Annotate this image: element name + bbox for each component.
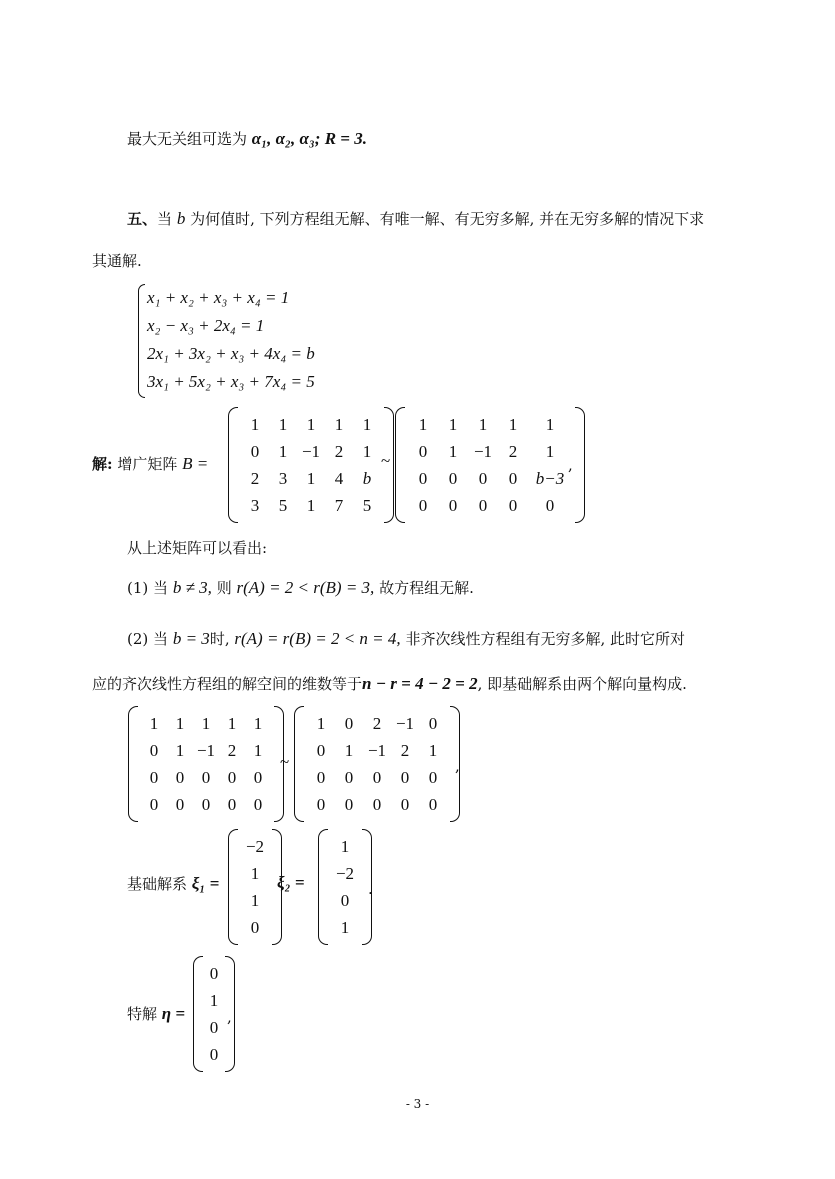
matrix-entry: 1: [448, 442, 458, 461]
matrix-entry: 1: [418, 415, 428, 434]
matrix-entry: 2: [400, 741, 410, 760]
basis-label: 基础解系: [127, 875, 188, 893]
matrix-entry: 0: [418, 469, 428, 488]
matrix-entry: 0: [428, 714, 438, 733]
matrix-grid: [138, 706, 274, 822]
matrix-entry: 0: [149, 768, 159, 787]
matrix-entry: 1: [306, 496, 316, 515]
matrix-entry: 0: [478, 469, 488, 488]
matrix-entry: 0: [209, 1045, 219, 1064]
matrix-entry: 0: [344, 768, 354, 787]
matrix-entry: 0: [250, 918, 260, 937]
independent-set-text: 最大无关组可选为: [127, 130, 248, 148]
period: .: [368, 880, 373, 898]
matrix-entry: 0: [253, 768, 263, 787]
problem-statement: 五、当 b 为何值时, 下列方程组无解、有唯一解、有无穷多解, 并在无穷多解的情况下求: [127, 209, 705, 228]
xi1-symbol: ξ₁ =: [191, 874, 220, 893]
row-equivalence-symbol-2: ~: [280, 752, 290, 771]
case-2-text-a: 当: [153, 630, 169, 648]
system-brace: [138, 284, 145, 398]
case-2: [127, 628, 685, 649]
matrix-entry: 0: [428, 768, 438, 787]
matrix-grid: [328, 829, 362, 945]
vector-xi2: [318, 829, 372, 945]
matrix-entry: 0: [316, 795, 326, 814]
solution-text: 增广矩阵: [117, 455, 178, 473]
matrix-entry: b: [362, 469, 372, 488]
case-2-text-c: 非齐次线性方程组有无穷多解, 此时它所对: [405, 630, 685, 648]
matrix-entry: 5: [362, 496, 372, 515]
equation-2: x₂ − x₃ + 2x₄ = 1: [147, 316, 265, 335]
equation-1: x₁ + x₂ + x₃ + x₄ = 1: [147, 288, 290, 307]
matrix-entry: 0: [316, 741, 326, 760]
matrix-entry: 0: [209, 1018, 219, 1037]
matrix-coefficients: [128, 706, 284, 822]
matrix-entry: 4: [334, 469, 344, 488]
matrix-entry: 1: [545, 442, 555, 461]
observe-text: 从上述矩阵可以看出:: [127, 539, 268, 557]
matrix-grid: [304, 706, 450, 822]
particular-label: 特解: [127, 1005, 158, 1023]
case-2-rank: r(A) = r(B) = 2 < n = 4,: [234, 629, 401, 648]
comma-2: ,: [455, 757, 460, 775]
matrix-entry: 1: [306, 469, 316, 488]
matrix-entry: −1: [301, 442, 321, 461]
matrix-entry: 1: [340, 918, 350, 937]
matrix-entry: 0: [448, 496, 458, 515]
case-2-text-b: 时,: [209, 630, 230, 648]
equation-4: 3x₁ + 5x₂ + x₃ + 7x₄ = 5: [147, 372, 315, 391]
matrix-entry: 2: [508, 442, 518, 461]
matrix-entry: 0: [250, 442, 260, 461]
matrix-entry: 3: [250, 496, 260, 515]
matrix-entry: 1: [250, 415, 260, 434]
matrix-entry: 2: [372, 714, 382, 733]
matrix-entry: 0: [201, 768, 211, 787]
matrix-entry: 1: [253, 714, 263, 733]
matrix-entry: 0: [418, 442, 428, 461]
left-paren: [228, 829, 238, 945]
matrix-entry: 1: [278, 442, 288, 461]
matrix-entry: 1: [175, 741, 185, 760]
matrix-entry: 0: [253, 795, 263, 814]
matrix-B-reduced: [395, 407, 585, 523]
case-1-num: (1): [127, 579, 149, 597]
equation-3: 2x₁ + 3x₂ + x₃ + 4x₄ = b: [147, 344, 315, 363]
matrix-entry: 1: [428, 741, 438, 760]
case-1-rank: r(A) = 2 < r(B) = 3,: [236, 578, 375, 597]
matrix-entry: 0: [201, 795, 211, 814]
matrix-entry: 0: [209, 964, 219, 983]
matrix-entry: 1: [508, 415, 518, 434]
solution-label: 解:: [92, 455, 113, 473]
matrix-entry: 1: [250, 891, 260, 910]
matrix-entry: 0: [545, 496, 555, 515]
matrix-entry: 0: [227, 795, 237, 814]
matrix-entry: 1: [334, 415, 344, 434]
matrix-entry: 0: [340, 891, 350, 910]
vector-xi1: [228, 829, 282, 945]
matrix-entry: 1: [201, 714, 211, 733]
matrix-entry: −2: [245, 837, 265, 856]
case-1-text-b: 则: [216, 579, 232, 597]
matrix-entry: 1: [306, 415, 316, 434]
right-paren: [575, 407, 585, 523]
case-2-cont-math: n − r = 4 − 2 = 2: [362, 674, 478, 693]
solution-line: [92, 453, 208, 474]
page-number: - 3 -: [405, 1097, 430, 1111]
problem-text-c: 其通解.: [92, 252, 142, 270]
matrix-grid: [405, 407, 575, 523]
matrix-entry: 0: [508, 469, 518, 488]
left-paren: [294, 706, 304, 822]
equation-system: [147, 284, 315, 396]
matrix-entry: 7: [334, 496, 344, 515]
matrix-entry: 0: [149, 741, 159, 760]
case-2-cont-text-b: , 即基础解系由两个解向量构成.: [477, 675, 687, 693]
xi2-symbol: ξ₂ =: [277, 873, 305, 892]
independent-set-math: α₁, α₂, α₃; R = 3.: [251, 129, 367, 148]
matrix-entry: 0: [175, 768, 185, 787]
comma: ,: [568, 456, 573, 474]
row-equivalence-symbol: ~: [381, 451, 391, 470]
problem-label: 五、: [127, 210, 158, 228]
matrix-entry: 0: [478, 496, 488, 515]
matrix-entry: 0: [400, 795, 410, 814]
matrix-entry: −1: [473, 442, 493, 461]
matrix-entry: 1: [362, 415, 372, 434]
matrix-entry: 0: [372, 795, 382, 814]
case-2-cond: b = 3: [172, 629, 210, 648]
matrix-entry: 5: [278, 496, 288, 515]
matrix-B-symbol: B =: [182, 454, 209, 473]
particular-label-line: [127, 1003, 185, 1024]
matrix-entry: 1: [448, 415, 458, 434]
matrix-entry: 1: [278, 415, 288, 434]
matrix-entry: 0: [316, 768, 326, 787]
matrix-entry: 0: [400, 768, 410, 787]
matrix-entry: 0: [428, 795, 438, 814]
matrix-entry: 1: [253, 741, 263, 760]
matrix-entry: 1: [340, 837, 350, 856]
matrix-entry: −1: [367, 741, 387, 760]
problem-text-b: 为何值时, 下列方程组无解、有唯一解、有无穷多解, 并在无穷多解的情况下求: [190, 210, 705, 228]
eta-symbol: η =: [161, 1004, 186, 1023]
matrix-entry: 1: [344, 741, 354, 760]
matrix-entry: b−3: [535, 469, 565, 488]
matrix-entry: 1: [175, 714, 185, 733]
matrix-entry: 1: [545, 415, 555, 434]
left-paren: [128, 706, 138, 822]
matrix-entry: 0: [418, 496, 428, 515]
matrix-entry: 1: [316, 714, 326, 733]
case-1: [127, 577, 474, 598]
matrix-entry: 3: [278, 469, 288, 488]
basis-label-line: [127, 873, 219, 894]
matrix-entry: 0: [344, 714, 354, 733]
case-1-cond: b ≠ 3,: [172, 578, 212, 597]
matrix-entry: −2: [335, 864, 355, 883]
matrix-coefficients-reduced: [294, 706, 460, 822]
matrix-entry: 1: [227, 714, 237, 733]
matrix-entry: 1: [209, 991, 219, 1010]
left-paren: [318, 829, 328, 945]
case-2-cont-text-a: 应的齐次线性方程组的解空间的维数等于: [92, 675, 363, 693]
matrix-entry: 1: [250, 864, 260, 883]
matrix-entry: 0: [227, 768, 237, 787]
matrix-entry: 0: [448, 469, 458, 488]
matrix-entry: 0: [344, 795, 354, 814]
matrix-entry: 1: [149, 714, 159, 733]
matrix-entry: 0: [372, 768, 382, 787]
matrix-entry: 2: [250, 469, 260, 488]
matrix-entry: 0: [175, 795, 185, 814]
problem-text-a: 当: [157, 210, 173, 228]
matrix-entry: 1: [478, 415, 488, 434]
matrix-entry: −1: [395, 714, 415, 733]
matrix-grid: [238, 829, 272, 945]
comma-3: ,: [227, 1008, 232, 1026]
case-1-text-a: 当: [153, 579, 169, 597]
matrix-entry: 1: [362, 442, 372, 461]
case-2-num: (2): [127, 630, 149, 648]
matrix-entry: −1: [196, 741, 216, 760]
matrix-grid: [238, 407, 384, 523]
matrix-grid: [203, 956, 225, 1072]
left-paren: [193, 956, 203, 1072]
independent-set-line: [127, 128, 367, 149]
case-2-continued: [92, 673, 687, 694]
matrix-B: [228, 407, 394, 523]
left-paren: [395, 407, 405, 523]
matrix-entry: 0: [508, 496, 518, 515]
matrix-entry: 2: [227, 741, 237, 760]
case-1-text-c: 故方程组无解.: [379, 579, 474, 597]
left-paren: [228, 407, 238, 523]
matrix-entry: 2: [334, 442, 344, 461]
matrix-entry: 0: [149, 795, 159, 814]
